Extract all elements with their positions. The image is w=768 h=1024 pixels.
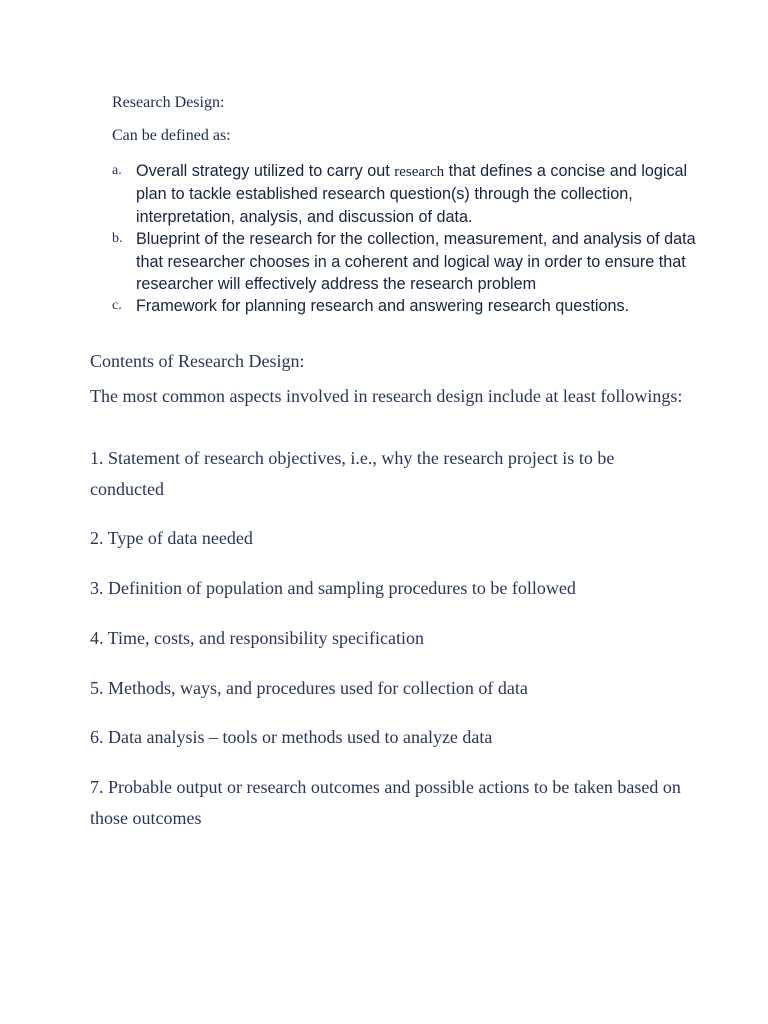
aspect-item: 4. Time, costs, and responsibility specification [90,628,424,648]
aspect-item: 3. Definition of population and sampling procedures to be followed [90,578,576,598]
definition-list [112,160,712,318]
definition-text: Framework for planning research and answering research questions. [136,297,630,316]
aspect-item: 2. Type of data needed [90,528,253,548]
aspect-item: 6. Data analysis – tools or methods used to analyze data [90,727,493,747]
list-marker: a. [112,163,122,178]
definition-item [112,295,712,317]
definition-intro: Can be defined as: [112,127,231,144]
list-marker: b. [112,231,123,247]
contents-heading: Contents of Research Design: [90,351,305,371]
aspect-item: 7. Probable output or research outcomes and possible actions to be taken based on those outcomes [90,777,681,828]
definition-text: Blueprint of the research for the collection, measurement, and analysis of data that researcher chooses in a coherent and logical way in order to ensure that researcher will effectively address the research problem [136,230,696,294]
contents-intro: The most common aspects involved in research design include at least followings: [90,386,683,406]
definition-item [112,228,712,295]
list-marker: c. [112,298,122,314]
section-title: Research Design: [112,94,225,111]
aspect-item: 1. Statement of research objectives, i.e., why the research project is to be conducted [90,448,615,499]
aspect-item: 5. Methods, ways, and procedures used for collection of data [90,678,528,698]
definition-item [112,160,712,228]
definition-text: Overall strategy utilized to carry out research that defines a concise and logical plan to tackle established research question(s) through the collection, interpretation, analysis, and discussion of data. [136,162,688,226]
